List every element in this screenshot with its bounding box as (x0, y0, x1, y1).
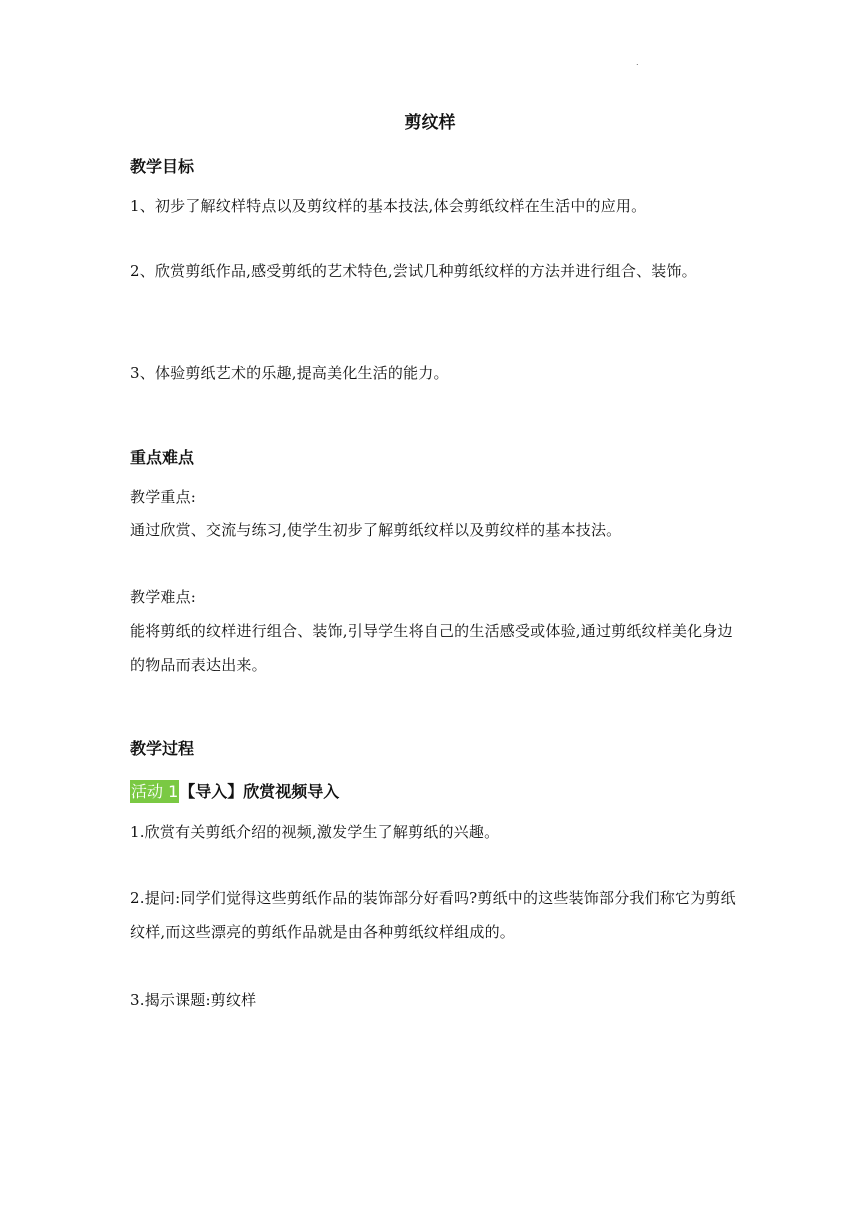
process-heading: 教学过程 (130, 739, 195, 758)
focus-label: 教学重点: (130, 488, 197, 506)
activity-tag: 活动 1 (131, 782, 179, 801)
document-title: 剪纹样 (404, 113, 456, 133)
difficulty-label: 教学难点: (130, 588, 197, 606)
process-step-1: 1.欣赏有关剪纸介绍的视频,激发学生了解剪纸的兴趣。 (130, 823, 500, 841)
keypoints-heading: 重点难点 (130, 448, 195, 467)
process-step-3: 3.揭示课题:剪纹样 (130, 991, 257, 1009)
goal-item-2: 2、欣赏剪纸作品,感受剪纸的艺术特色,尝试几种剪纸纹样的方法并进行组合、装饰。 (130, 262, 697, 280)
header-mark: . (636, 58, 639, 67)
goal-item-1: 1、初步了解纹样特点以及剪纹样的基本技法,体会剪纸纹样在生活中的应用。 (130, 197, 647, 215)
focus-text: 通过欣赏、交流与练习,使学生初步了解剪纸纹样以及剪纹样的基本技法。 (130, 521, 622, 539)
difficulty-text: 能将剪纸的纹样进行组合、装饰,引导学生将自己的生活感受或体验,通过剪纸纹样美化身边的物品而表达出来。 (130, 622, 733, 674)
process-step-2: 2.提问:同学们觉得这些剪纸作品的装饰部分好看吗?剪纸中的这些装饰部分我们称它为剪纸纹样,而这些漂亮的剪纸作品就是由各种剪纸纹样组成的。 (130, 889, 736, 941)
activity-title: 【导入】欣赏视频导入 (179, 782, 340, 801)
activity-heading (130, 779, 339, 802)
goals-heading: 教学目标 (130, 157, 195, 176)
goal-item-3: 3、体验剪纸艺术的乐趣,提高美化生活的能力。 (130, 364, 449, 382)
